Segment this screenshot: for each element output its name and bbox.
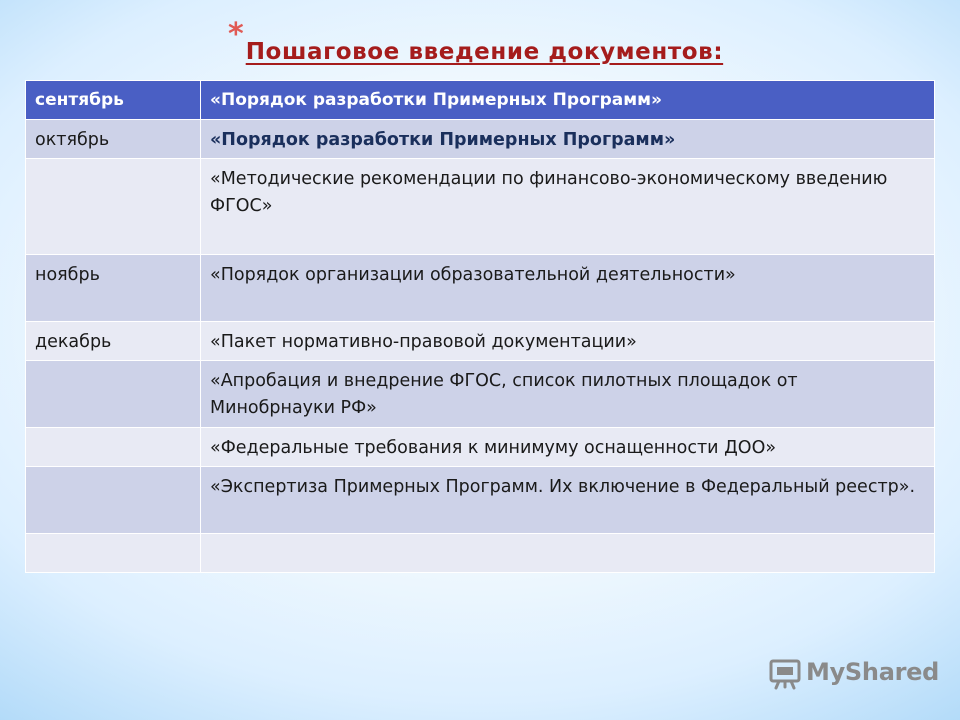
table-row xyxy=(26,534,935,573)
document-cell: «Порядок разработки Примерных Программ» xyxy=(201,120,935,159)
table-row xyxy=(26,467,935,534)
month-cell: декабрь xyxy=(26,322,201,361)
table-row xyxy=(26,428,935,467)
table-row xyxy=(26,361,935,428)
schedule-table xyxy=(25,80,935,573)
month-cell xyxy=(26,361,201,428)
myshared-watermark xyxy=(768,655,939,695)
document-cell: «Методические рекомендации по финансово-экономическому введению ФГОС» xyxy=(201,159,935,255)
document-cell: «Экспертиза Примерных Программ. Их включение в Федеральный реестр». xyxy=(201,467,935,534)
document-cell xyxy=(201,534,935,573)
document-cell: «Федеральные требования к минимуму оснащенности ДОО» xyxy=(201,428,935,467)
table-row xyxy=(26,322,935,361)
myshared-logo-icon xyxy=(768,657,802,691)
title-text: Пошаговое введение документов: xyxy=(245,39,724,65)
month-cell xyxy=(26,534,201,573)
month-cell xyxy=(26,467,201,534)
month-cell xyxy=(26,428,201,467)
document-cell: «Порядок организации образовательной деятельности» xyxy=(201,255,935,322)
month-cell: октябрь xyxy=(26,120,201,159)
month-cell: ноябрь xyxy=(26,255,201,322)
table-row xyxy=(26,159,935,255)
table-row xyxy=(26,81,935,120)
document-cell: «Апробация и внедрение ФГОС, список пилотных площадок от Минобрнауки РФ» xyxy=(201,361,935,428)
month-cell xyxy=(26,159,201,255)
document-cell: «Порядок разработки Примерных Программ» xyxy=(201,81,935,120)
document-cell: «Пакет нормативно-правовой документации» xyxy=(201,322,935,361)
title-star-icon: * xyxy=(228,17,244,52)
table-row xyxy=(26,255,935,322)
month-cell: сентябрь xyxy=(26,81,201,120)
watermark-brand: MyShared xyxy=(806,658,939,686)
slide-title xyxy=(228,17,724,65)
table-row xyxy=(26,120,935,159)
